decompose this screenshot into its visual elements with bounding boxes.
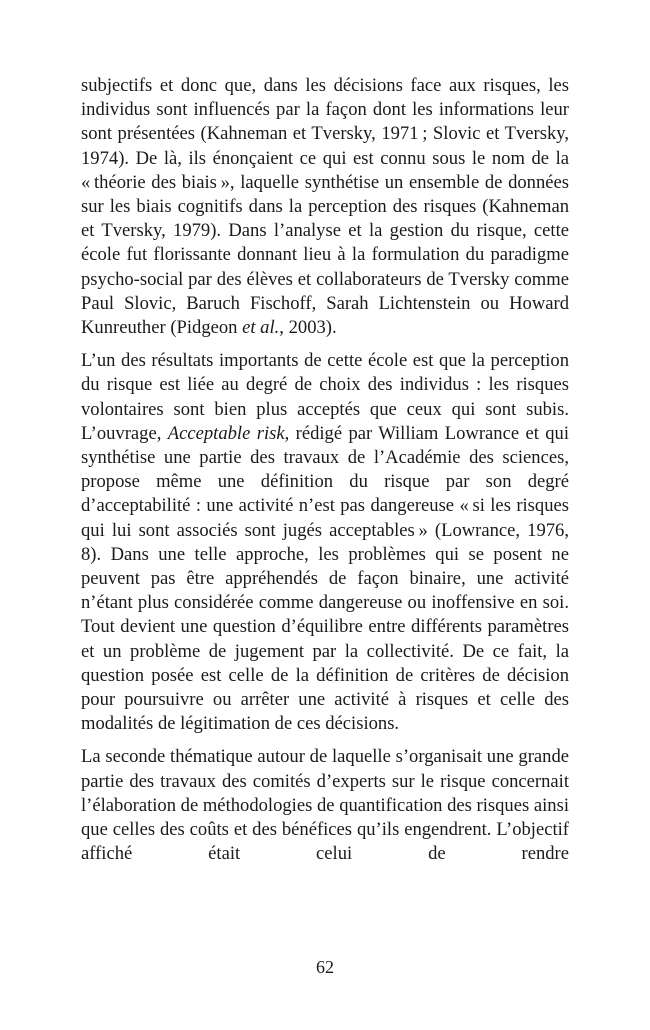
paragraph-2-italic-title: Acceptable risk — [167, 422, 285, 444]
paragraph-3-text: La seconde thématique autour de laquelle s’organisait une grande partie des travaux des comités d’experts sur le risque concernait l’élaboration de méthodologies de quantification des risques ainsi que celles des coûts et des bénéfices qu’ils engendrent. L’objectif affiché était celui de rendre — [81, 746, 569, 865]
paragraph-1-italic-et-al: et al. — [242, 317, 280, 339]
paragraph-2-text: L’un des résultats importants de cette école est que la perception du risque est liée au degré de choix des individus : les risques volontaires sont bien plus acceptés que ceux qui sont subis. L’ouvrage, — [81, 350, 569, 444]
paragraph-3 — [81, 745, 569, 866]
page-number: 62 — [316, 957, 334, 977]
paragraph-1 — [81, 74, 569, 340]
paragraph-1-text: subjectifs et donc que, dans les décisions face aux risques, les individus sont influencés par la façon dont les informations leur sont présentées (Kahneman et Tversky, 1971 ; Slovic et Tversky, 1974). De là, ils énonçaient ce qui est connu sous le nom de la « théorie des biais », laquelle synthétise un ensemble de données sur les biais cognitifs dans la perception des risques (Kahneman et Tversky, 1979). Dans l’analyse et la gestion du risque, cette école fut florissante donnant lieu à la formulation du paradigme psycho-social par des élèves et collaborateurs de Tversky comme Paul Slovic, Baruch Fischoff, Sarah Lichtenstein ou Howard Kunreuther (Pidgeon — [81, 75, 569, 339]
page-body — [81, 74, 569, 876]
paragraph-1-text-end: , 2003). — [279, 317, 337, 339]
paragraph-2 — [81, 349, 569, 736]
paragraph-2-text-end: , rédigé par William Lowrance et qui synthétise une partie des travaux de l’Académie des sciences, propose même une définition du risque par son degré d’acceptabilité : une activité n’est pas dangereuse « si les risques qui lui sont associés sont jugés acceptables » (Lowrance, 1976, 8). Dans une telle approche, les problèmes qui se posent ne peuvent pas être appréhendés de façon binaire, une activité n’étant plus considérée comme dangereuse ou inoffensive en soi. Tout devient une question d’équilibre entre différents paramètres et un problème de jugement par la collectivité. De ce fait, la question posée est celle de la définition de critères de décision pour poursuivre ou arrêter une activité à risques et celle des modalités de légitimation de ces décisions. — [81, 422, 569, 735]
